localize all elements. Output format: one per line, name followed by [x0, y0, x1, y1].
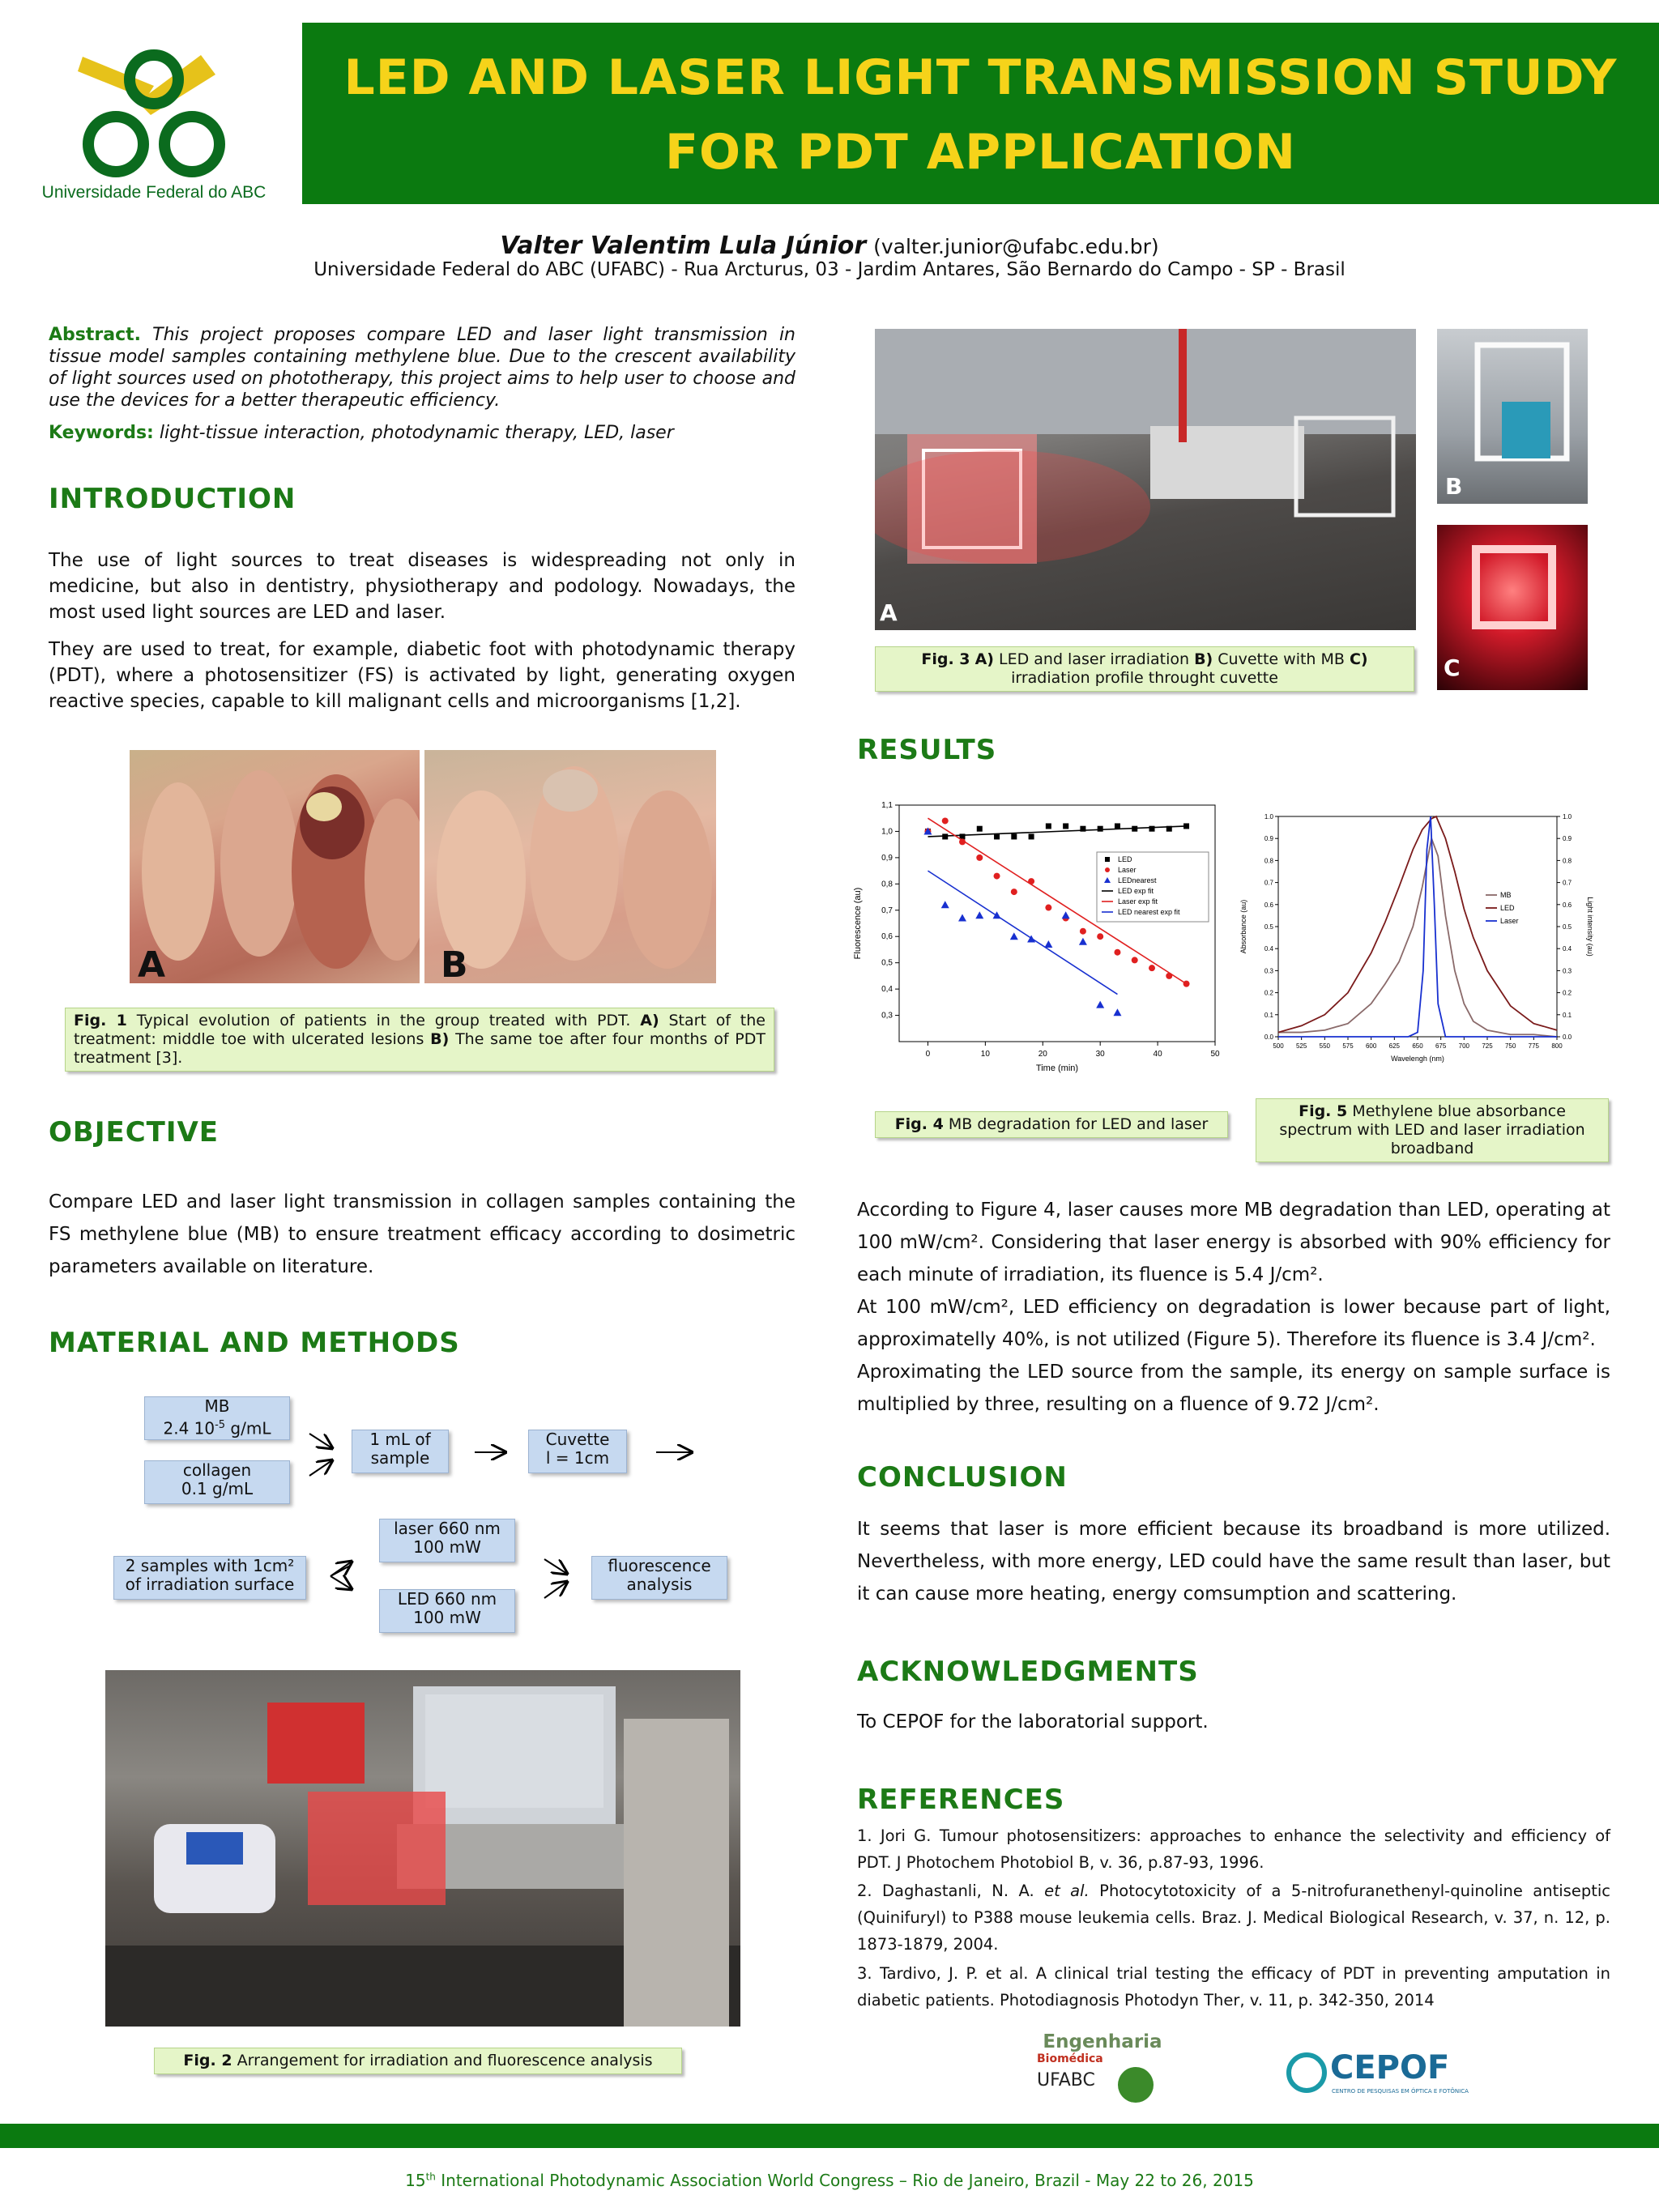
fig5-xtick-label: 775 — [1528, 1042, 1540, 1050]
fig5-y2tick-label: 0.8 — [1563, 857, 1572, 865]
fig4-fit-line — [928, 826, 1186, 837]
fig5-plot-area — [1278, 816, 1557, 1037]
fig1-photo-b — [424, 750, 716, 983]
fig1-caption-text2: Start of the treatment: middle toe with ulcerated lesions — [74, 1012, 766, 1048]
fig1-caption-label: Fig. 1 — [74, 1012, 127, 1029]
fig4-point-lednearest — [1062, 911, 1070, 918]
heading-introduction: INTRODUCTION — [49, 483, 296, 515]
fig1-caption-b: B) — [430, 1030, 450, 1048]
flow-laser-line2: 100 mW — [413, 1537, 481, 1557]
fig5-ytick-label: 1.0 — [1264, 813, 1273, 820]
abstract — [49, 324, 795, 411]
fig5-ytick-label: 0.7 — [1264, 879, 1273, 887]
heading-acknowledgments: ACKNOWLEDGMENTS — [857, 1656, 1199, 1688]
fig3-caption-text1: LED and laser irradiation — [999, 650, 1190, 668]
fig1-photo-a — [130, 750, 420, 983]
fig4-xtick-label: 10 — [980, 1050, 990, 1059]
fig4-chart — [847, 794, 1228, 1085]
fig4-ytick-label: 1,1 — [881, 801, 893, 810]
abstract-text: This project proposes compare LED and laser light transmission in tissue model samples containing methylene blue. Due to the crescent availability of light sources used on phototherapy, this project aims to help user to choose and use the devices for a better therapeutic efficiency. — [49, 325, 795, 411]
fig4-legend-label: LEDnearest — [1118, 876, 1157, 884]
fig4-legend-label: LED — [1118, 855, 1132, 863]
fig4-point-laser — [1149, 965, 1155, 971]
fig5-xlabel: Wavelengh (nm) — [1391, 1055, 1444, 1063]
fig5-chart — [1236, 807, 1596, 1085]
fig5-xtick-label: 725 — [1482, 1042, 1493, 1050]
footer-text: 15th International Photodynamic Association World Congress – Rio de Janeiro, Brazil - May 22 to 26, 2015 — [405, 2171, 1254, 2190]
fig3-caption-label: Fig. 3 — [921, 650, 970, 668]
poster-title — [302, 40, 1659, 190]
fig5-xtick-label: 750 — [1504, 1042, 1516, 1050]
fig4-xtick-label: 20 — [1038, 1050, 1047, 1059]
fig3-label-c: C — [1444, 654, 1461, 681]
results-p3: Aproximating the LED source from the sample, its energy on sample surface is multiplied by three, resulting on a fluence of 9.72 J/cm². — [857, 1362, 1610, 1415]
flow-mb-line1: MB — [204, 1396, 230, 1416]
fig5-ytick-label: 0.8 — [1264, 857, 1273, 865]
keywords — [49, 423, 795, 443]
fig4-point-lednearest — [1010, 932, 1018, 940]
fig4-xtick-label: 0 — [925, 1050, 931, 1059]
reference-2: 2. Daghastanli, N. A. et al. Photocytotoxicity of a 5-nitrofuranethenyl-quinoline antiseptic (Quinifuryl) to P388 mouse leukemia cells. Braz. J. Medical Biological Research, v. 37, n. 12, p. 1873-1879, 2004. — [857, 1882, 1610, 1954]
title-line-1: LED AND LASER LIGHT TRANSMISSION STUDY — [343, 49, 1618, 106]
flow-laser-line1: laser 660 nm — [394, 1519, 501, 1538]
fig4-legend-swatch — [1105, 857, 1110, 862]
fig2-caption-text: Arrangement for irradiation and fluorescence analysis — [237, 2052, 653, 2069]
fig4-caption-label: Fig. 4 — [894, 1115, 944, 1133]
fig2-photo — [105, 1670, 740, 2027]
cepof-logo: CEPOF CENTRO DE PESQUISAS EM ÓPTICA E FOTÔNICA — [1286, 2049, 1465, 2098]
fig5-ytick-label: 0.1 — [1264, 1011, 1273, 1019]
fig4-legend-label: Laser — [1118, 866, 1137, 874]
fig4-point-led — [1063, 823, 1068, 829]
flow-fluor-line1: fluorescence — [608, 1556, 711, 1575]
fig5-y2tick-label: 0.6 — [1563, 901, 1572, 909]
fig1-caption — [65, 1008, 774, 1072]
fig4-point-laser — [1011, 889, 1017, 895]
fig5-legend-label: LED — [1500, 904, 1515, 912]
fig5-ytick-label: 0.2 — [1264, 989, 1273, 997]
fig5-xtick-label: 625 — [1388, 1042, 1401, 1050]
fig5-ytick-label: 0.3 — [1264, 967, 1273, 975]
reference-1: 1. Jori G. Tumour photosensitizers: approaches to enhance the selectivity and efficiency of PDT. J Photochem Photobiol B, v. 36, p.87-93, 1996. — [857, 1826, 1610, 1872]
fig5-y2tick-label: 0.9 — [1563, 835, 1572, 843]
fig4-xtick-label: 40 — [1153, 1050, 1162, 1059]
fig5-caption-label: Fig. 5 — [1299, 1102, 1348, 1120]
footer-bar — [0, 2124, 1659, 2148]
fig4-point-laser — [994, 873, 1000, 880]
fig3-caption-text3: irradiation profile throught cuvette — [1011, 669, 1278, 687]
fig4-point-laser — [1080, 928, 1086, 935]
fig5-caption — [1256, 1098, 1609, 1162]
flow-fluor-line2: analysis — [626, 1575, 693, 1594]
results-p1: According to Figure 4, laser causes more MB degradation than LED, operating at 100 mW/cm². Considering that laser energy is absorbed with 90% efficiency for each minute of irradiation, its fluence is 5.4 J/cm². — [857, 1200, 1610, 1285]
flow-collagen-line1: collagen — [182, 1460, 252, 1480]
fig4-ytick-label: 0,9 — [881, 853, 893, 863]
fig3-caption-c: C) — [1349, 650, 1368, 668]
fig3-caption — [875, 646, 1414, 692]
fig4-ylabel: Fluorescence (au) — [853, 887, 863, 960]
engenharia-biomedica-logo: Engenharia Biomédica UFABC — [1034, 2031, 1171, 2112]
fig4-point-led — [1115, 823, 1120, 829]
fig5-xtick-label: 700 — [1458, 1042, 1470, 1050]
title-line-2: FOR PDT APPLICATION — [665, 124, 1296, 181]
fig3-caption-text2: Cuvette with MB — [1218, 650, 1345, 668]
fig4-point-lednearest — [958, 914, 966, 922]
fig5-xtick-label: 600 — [1365, 1042, 1377, 1050]
fig4-point-led — [1098, 826, 1103, 832]
fig5-legend-label: Laser — [1500, 917, 1519, 925]
flow-samples-line2: of irradiation surface — [125, 1575, 295, 1594]
fig4-legend-label: LED nearest exp fit — [1118, 908, 1180, 916]
cepof-ring-icon — [1286, 2052, 1327, 2093]
fig4-ytick-label: 0,5 — [881, 958, 893, 968]
reference-3: 3. Tardivo, J. P. et al. A clinical trial testing the efficacy of PDT in preventing amputation in diabetic patients. Photodiagnosis Photodyn Ther, v. 11, p. 342-350, 2014 — [857, 1964, 1610, 2010]
fig1-label-a: A — [138, 944, 166, 983]
fig5-xtick-label: 675 — [1435, 1042, 1447, 1050]
fig5-line-laser — [1278, 816, 1557, 1037]
fig5-y2tick-label: 1.0 — [1563, 813, 1572, 820]
logo-text: Universidade Federal do ABC — [41, 183, 267, 202]
introduction-p2: They are used to treat, for example, diabetic foot with photodynamic therapy (PDT), where a photosensitizer (FS) is activated by light, generating oxygen reactive species, capable to kill malignant cells and microorganisms [1,2]. — [49, 639, 795, 712]
heading-objective: OBJECTIVE — [49, 1116, 220, 1149]
fig4-point-led — [977, 826, 983, 832]
fig1-caption-a: A) — [640, 1012, 659, 1029]
author-line — [0, 232, 1659, 260]
heading-references: REFERENCES — [857, 1784, 1065, 1816]
fig4-point-lednearest — [1096, 1001, 1104, 1008]
fig4-point-led — [1149, 826, 1155, 832]
fig5-y2tick-label: 0.3 — [1563, 967, 1572, 975]
fig4-point-laser — [1097, 933, 1103, 940]
fig4-point-laser — [976, 855, 983, 861]
abstract-label: Abstract. — [49, 325, 141, 345]
fig4-point-lednearest — [1044, 940, 1052, 948]
fig4-ytick-label: 1,0 — [881, 827, 893, 837]
fig4-point-lednearest — [1079, 938, 1087, 945]
fig4-caption-text: MB degradation for LED and laser — [948, 1115, 1209, 1133]
fig5-y2label: Light intensity (au) — [1586, 897, 1594, 957]
fig4-xtick-label: 50 — [1210, 1050, 1220, 1059]
fig4-point-led — [1046, 823, 1051, 829]
fig5-xtick-label: 500 — [1273, 1042, 1284, 1050]
fig4-point-laser — [1132, 957, 1138, 963]
conclusion-text: It seems that laser is more efficient because its broadband is more utilized. Nevertheless, with more energy, LED could have the same result than laser, but it can cause more heating, energy comsumption and scattering. — [857, 1519, 1610, 1605]
fig4-ytick-label: 0,3 — [881, 1011, 893, 1021]
fig5-ylabel: Absorbance (au) — [1239, 899, 1247, 954]
fig4-legend-swatch — [1105, 867, 1110, 872]
gear-icon — [1118, 2067, 1154, 2103]
flow-mb-line2: 2.4 $10^{-5}$ g/mL — [163, 1418, 271, 1438]
fig5-xtick-label: 650 — [1412, 1042, 1423, 1050]
fig4-ytick-label: 0,7 — [881, 906, 893, 915]
flow-cuvette-line2: l = 1cm — [545, 1448, 610, 1468]
fig3-photo-a — [875, 329, 1416, 630]
fig4-xlabel: Time (min) — [1035, 1063, 1079, 1073]
author-name: Valter Valentim Lula Júnior — [500, 232, 867, 260]
fig5-ytick-label: 0.9 — [1264, 835, 1273, 843]
ufabc-logo — [32, 24, 275, 211]
fig4-point-lednearest — [1113, 1008, 1121, 1016]
fig1-caption-text1: Typical evolution of patients in the group treated with PDT. — [136, 1012, 631, 1029]
fig5-y2tick-label: 0.0 — [1563, 1034, 1572, 1041]
fig3-photo-b — [1437, 329, 1588, 504]
fig4-point-laser — [1045, 905, 1051, 911]
fig4-point-lednearest — [941, 901, 949, 908]
fig5-xtick-label: 525 — [1295, 1042, 1307, 1050]
results-p2: At 100 mW/cm², LED efficiency on degradation is lower because part of light, approximatelly 40%, is not utilized (Figure 5). Therefore its fluence is 3.4 J/cm². — [857, 1297, 1610, 1350]
fig5-ytick-label: 0.0 — [1264, 1034, 1273, 1041]
fig3-caption-b: B) — [1194, 650, 1213, 668]
fig4-point-laser — [942, 817, 949, 824]
fig4-point-led — [1011, 833, 1017, 839]
flow-cuvette-line1: Cuvette — [545, 1430, 610, 1449]
heading-conclusion: CONCLUSION — [857, 1461, 1068, 1494]
fig3-caption-a: A) — [975, 650, 994, 668]
fig3-label-a: A — [880, 599, 898, 626]
flow-collagen-line2: 0.1 g/mL — [181, 1479, 254, 1498]
objective-text: Compare LED and laser light transmission in collagen samples containing the FS methylene blue (MB) to ensure treatment efficacy according to dosimetric parameters available on literature. — [49, 1191, 795, 1277]
fig5-y2tick-label: 0.1 — [1563, 1011, 1572, 1019]
fig5-ytick-label: 0.6 — [1264, 901, 1273, 909]
fig1-label-b: B — [441, 944, 468, 983]
fig4-legend-label: Laser exp fit — [1118, 897, 1158, 906]
keywords-text: light-tissue interaction, photodynamic therapy, LED, laser — [159, 423, 674, 443]
flow-led-line2: 100 mW — [413, 1608, 481, 1627]
fig4-ytick-label: 0,4 — [881, 985, 893, 995]
fig1-caption-text3: The same toe after four months of PDT treatment [3]. — [74, 1030, 766, 1067]
fig5-legend-label: MB — [1500, 891, 1512, 899]
fig2-caption-label: Fig. 2 — [183, 2052, 232, 2069]
fig4-caption — [875, 1111, 1228, 1138]
flow-sample-line1: 1 mL of — [369, 1430, 431, 1449]
fig5-y2tick-label: 0.7 — [1563, 879, 1572, 887]
keywords-label: Keywords: — [49, 423, 154, 443]
introduction-p1: The use of light sources to treat diseases is widespreading not only in medicine, but also in dentistry, physiotherapy and podology. Nowadays, the most used light sources are LED and laser. — [49, 550, 795, 623]
fig5-ytick-label: 0.5 — [1264, 923, 1273, 931]
fig4-plot-area — [899, 805, 1215, 1042]
fig5-y2tick-label: 0.2 — [1563, 989, 1572, 997]
author-email[interactable]: (valter.junior@ufabc.edu.br) — [873, 235, 1159, 258]
heading-results: RESULTS — [857, 734, 997, 766]
fig3-label-b: B — [1445, 473, 1463, 500]
fig4-xtick-label: 30 — [1095, 1050, 1105, 1059]
fig4-point-laser — [1114, 949, 1120, 956]
flow-sample-line2: sample — [370, 1448, 430, 1468]
fig5-y2tick-label: 0.4 — [1563, 945, 1572, 953]
fig4-legend-label: LED exp fit — [1118, 887, 1154, 895]
fig2-caption — [154, 2048, 682, 2074]
fig5-caption-text: Methylene blue absorbance spectrum with LED and laser irradiation broadband — [1279, 1102, 1585, 1157]
fig5-y2tick-label: 0.5 — [1563, 923, 1572, 931]
fig4-point-led — [1029, 833, 1034, 839]
flow-arrows — [0, 1377, 810, 1652]
flow-led-line1: LED 660 nm — [397, 1589, 497, 1609]
fig5-xtick-label: 800 — [1551, 1042, 1563, 1050]
fig5-ytick-label: 0.4 — [1264, 945, 1273, 953]
fig5-xtick-label: 575 — [1342, 1042, 1354, 1050]
flow-samples-line1: 2 samples with 1cm² — [125, 1556, 295, 1575]
fig4-ytick-label: 0,6 — [881, 932, 893, 942]
fig4-fit-line — [928, 871, 1117, 994]
fig4-ytick-label: 0,8 — [881, 880, 893, 889]
acknowledgments-text: To CEPOF for the laboratorial support. — [857, 1711, 1209, 1733]
affiliation: Universidade Federal do ABC (UFABC) - Rua Arcturus, 03 - Jardim Antares, São Bernardo do Campo - SP - Brasil — [313, 259, 1346, 280]
heading-methods: MATERIAL AND METHODS — [49, 1327, 460, 1359]
fig5-xtick-label: 550 — [1319, 1042, 1331, 1050]
fig3-photo-c — [1437, 525, 1588, 690]
fig4-point-lednearest — [975, 911, 983, 918]
fig5-line-mb — [1278, 838, 1557, 1037]
fig4-point-led — [994, 833, 1000, 839]
